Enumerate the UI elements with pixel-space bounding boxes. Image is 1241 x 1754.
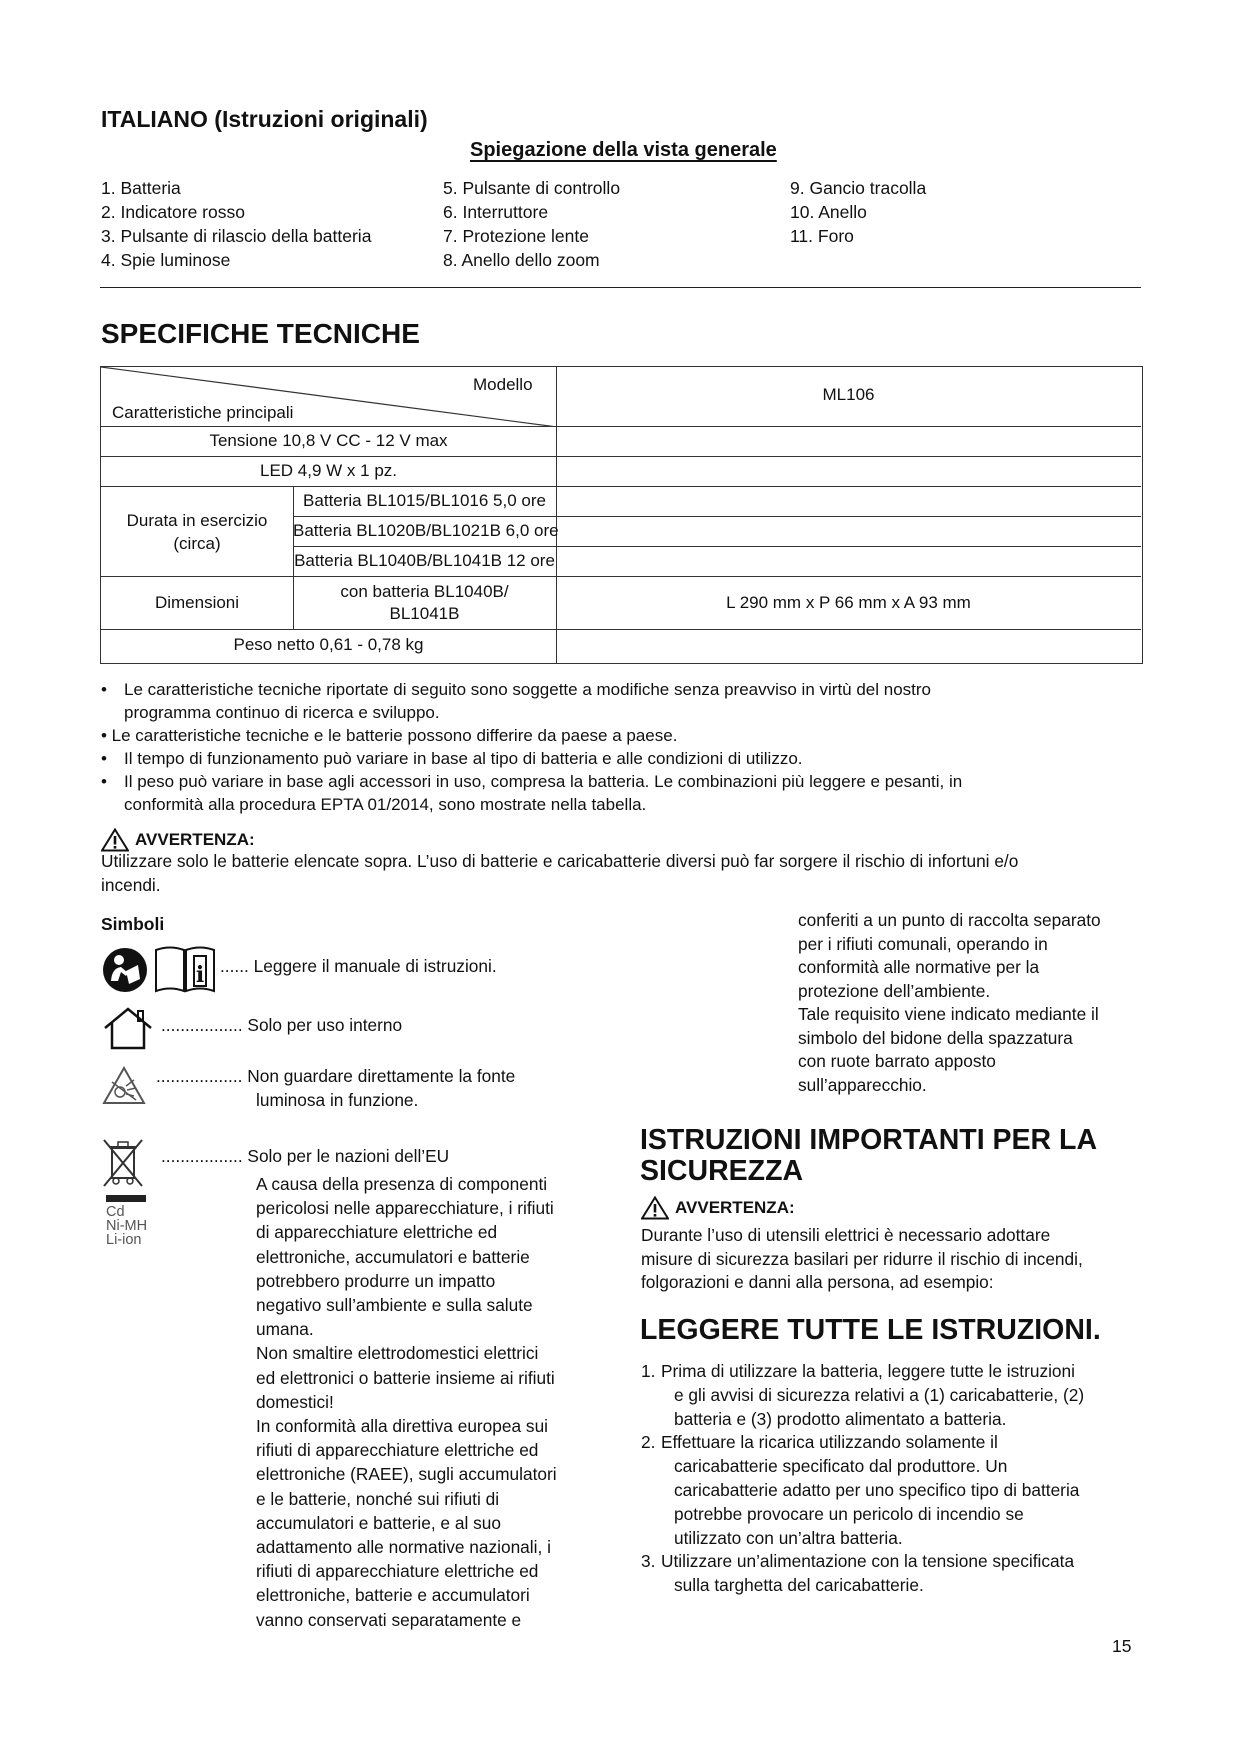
bullet: •: [101, 772, 107, 791]
safety-title-line: SICUREZZA: [640, 1155, 804, 1187]
weee-line: simbolo del bidone della spazzatura: [798, 1027, 1073, 1048]
instruction-number: 3.: [641, 1551, 656, 1572]
weee-line: di apparecchiature elettriche ed: [256, 1222, 498, 1243]
warning-line: misure di sicurezza basilari per ridurre il rischio di incendi,: [641, 1248, 1083, 1269]
note-item: [101, 747, 1141, 770]
warning-text: [101, 849, 1141, 897]
bullet: •: [101, 680, 107, 699]
read-instructions-title: LEGGERE TUTTE LE ISTRUZIONI.: [640, 1314, 1101, 1346]
warning-line: incendi.: [101, 875, 161, 895]
manual-book-icon: [154, 944, 216, 994]
weee-line: A causa della presenza di componenti: [256, 1174, 548, 1194]
instruction-item: [641, 1431, 1146, 1550]
runtime-label: [101, 509, 293, 555]
weee-line: conferiti a un punto di raccolta separato: [798, 910, 1101, 930]
warning-heading: [641, 1196, 795, 1220]
warning-line: Utilizzare solo le batterie elencate sopra. L’uso di batterie e caricabatterie diversi può far sorgere il rischio di infortuni e/o: [101, 851, 1019, 871]
weee-line: con ruote barrato apposto: [798, 1051, 996, 1071]
overview-item: 11. Foro: [790, 226, 854, 246]
overview-item: 6. Interruttore: [443, 202, 549, 222]
row-divider: [101, 576, 1141, 577]
chem-label: Ni-MH: [106, 1218, 148, 1234]
overview-item: 9. Gancio tracolla: [790, 178, 927, 198]
dimensions-sub-line: con batteria BL1040B/: [340, 582, 509, 601]
note-item: [101, 770, 1141, 816]
weee-line: elettroniche, batterie e accumulatori: [256, 1585, 530, 1606]
instruction-item: [641, 1360, 1146, 1431]
instruction-item: [641, 1550, 1146, 1598]
model-value: ML106: [822, 385, 875, 404]
note-line: programma continuo di ricerca e sviluppo.: [124, 703, 440, 722]
overview-item: 2. Indicatore rosso: [101, 202, 245, 222]
note-line: Il tempo di funzionamento può variare in base al tipo di batteria e alle condizioni di utilizzo.: [124, 749, 803, 768]
read-manual-icon: [102, 947, 148, 993]
row-divider: [101, 629, 1141, 630]
instruction-line: batteria e (3) prodotto alimentato a batteria.: [674, 1408, 1007, 1429]
weee-line: elettroniche, accumulatori e batterie: [256, 1246, 530, 1267]
overview-column-3: [790, 176, 926, 248]
weee-line: elettroniche (RAEE), sugli accumulatori: [256, 1464, 557, 1485]
warning-line: Durante l’uso di utensili elettrici è necessario adottare: [641, 1225, 1051, 1245]
weee-line: e le batterie, nonché sui rifiuti di: [256, 1488, 500, 1509]
row-divider: [101, 456, 1141, 457]
row-divider: [101, 486, 1141, 487]
specs-title: SPECIFICHE TECNICHE: [101, 318, 420, 349]
instruction-line: utilizzato con un’altra batteria.: [674, 1527, 903, 1548]
indoor-house-icon: [102, 1006, 154, 1050]
runtime-row: Batteria BL1040B/BL1041B 12 ore: [294, 551, 555, 570]
weee-text: [256, 1172, 596, 1632]
safety-warning-text: [641, 1224, 1146, 1295]
dimensions-label: Dimensioni: [154, 593, 240, 612]
instruction-number: 2.: [641, 1432, 656, 1453]
symbol-nolook-text: .................. Non guardare direttamente la fonte: [156, 1066, 516, 1086]
symbol-indoor-text: ................. Solo per uso interno: [161, 1015, 403, 1035]
svg-text:i: i: [195, 962, 205, 988]
symbol-eu-text: ................. Solo per le nazioni dell’EU: [161, 1146, 450, 1166]
page-number: 15: [1112, 1636, 1132, 1656]
row-divider: [293, 516, 1141, 517]
symbol-manual-text: ...... Leggere il manuale di istruzioni.: [220, 956, 497, 976]
weee-line: negativo sull’ambiente e sulla salute: [256, 1295, 533, 1316]
runtime-label-line: (circa): [173, 534, 221, 553]
instruction-list: [641, 1360, 1146, 1598]
overview-item: 4. Spie luminose: [101, 250, 231, 270]
weee-line: accumulatori e batterie, e al suo: [256, 1512, 501, 1533]
weight-cell: Peso netto 0,61 - 0,78 kg: [233, 635, 424, 654]
overview-column-2: [443, 176, 620, 272]
runtime-label-line: Durata in esercizio: [126, 511, 268, 530]
led-cell: LED 4,9 W x 1 pz.: [260, 461, 397, 480]
runtime-row: Batteria BL1020B/BL1021B 6,0 ore: [293, 521, 559, 540]
section-divider: [100, 287, 1141, 288]
header-model: Modello: [473, 375, 533, 394]
safety-title-line: ISTRUZIONI IMPORTANTI PER LA: [640, 1124, 1098, 1156]
weee-line: vanno conservati separatamente e: [256, 1609, 522, 1630]
weee-line: protezione dell’ambiente.: [798, 980, 991, 1001]
battery-chemistry-labels: [106, 1205, 147, 1247]
spec-notes: [101, 678, 1141, 816]
row-divider: [101, 426, 1141, 427]
instruction-line: caricabatterie adatto per uno specifico tipo di batteria: [674, 1479, 1080, 1500]
do-not-look-icon: [102, 1066, 146, 1106]
instruction-line: Utilizzare un’alimentazione con la tensione specificata: [661, 1551, 1075, 1572]
instruction-number: 1.: [641, 1361, 656, 1381]
safety-title: [640, 1125, 1160, 1187]
weee-line: In conformità alla direttiva europea sui: [256, 1416, 549, 1437]
note-line: conformità alla procedura EPTA 01/2014, sono mostrate nella tabella.: [124, 795, 647, 814]
overview-column-1: [101, 176, 371, 272]
instruction-line: potrebbe provocare un pericolo di incendio se: [674, 1503, 1024, 1524]
chem-label: Li-ion: [106, 1232, 142, 1248]
weee-line: domestici!: [256, 1391, 334, 1412]
weee-line: rifiuti di apparecchiature elettriche ed: [256, 1561, 539, 1582]
warning-label: AVVERTENZA:: [135, 830, 255, 849]
instruction-line: Prima di utilizzare la batteria, leggere tutte le istruzioni: [661, 1361, 1075, 1381]
symbol-nolook-text: luminosa in funzione.: [256, 1090, 419, 1110]
overview-title: Spiegazione della vista generale: [470, 139, 777, 161]
weee-line: pericolosi nelle apparecchiature, i rifiuti: [256, 1198, 554, 1219]
note-item: • Le caratteristiche tecniche e le batterie possono differire da paese a paese.: [101, 726, 678, 745]
dimensions-sub-line: BL1041B: [389, 604, 460, 623]
weee-line: ed elettronici o batterie insieme ai rifiuti: [256, 1367, 555, 1388]
note-item: [101, 678, 1141, 724]
row-divider: [293, 546, 1141, 547]
weee-line: per i rifiuti comunali, operando in: [798, 933, 1048, 954]
note-line: Le caratteristiche tecniche riportate di seguito sono soggette a modifiche senza preavviso in virtù del nostro: [124, 680, 932, 699]
instruction-line: e gli avvisi di sicurezza relativi a (1) caricabatterie, (2): [674, 1384, 1085, 1405]
overview-item: 1. Batteria: [101, 178, 181, 198]
language-title: ITALIANO (Istruzioni originali): [101, 106, 428, 132]
instruction-line: sulla targhetta del caricabatterie.: [674, 1575, 924, 1596]
dimensions-value: L 290 mm x P 66 mm x A 93 mm: [726, 593, 971, 612]
overview-item: 7. Protezione lente: [443, 226, 589, 246]
bin-bar-icon: [106, 1195, 146, 1202]
overview-item: 5. Pulsante di controllo: [443, 178, 621, 198]
overview-item: 10. Anello: [790, 202, 867, 222]
weee-line: conformità alle normative per la: [798, 957, 1040, 977]
weee-line: potrebbero produrre un impatto: [256, 1270, 496, 1291]
weee-line: umana.: [256, 1319, 314, 1340]
warning-triangle-icon: [641, 1196, 669, 1220]
runtime-row: Batteria BL1015/BL1016 5,0 ore: [303, 491, 546, 510]
overview-item: 8. Anello dello zoom: [443, 250, 600, 270]
weee-line: rifiuti di apparecchiature elettriche ed: [256, 1440, 539, 1461]
chem-label: Cd: [106, 1204, 125, 1220]
crossed-bin-icon: [102, 1138, 144, 1192]
warning-line: folgorazioni e danni alla persona, ad esempio:: [641, 1272, 994, 1292]
weee-line: Non smaltire elettrodomestici elettrici: [256, 1343, 539, 1364]
instruction-line: caricabatterie specificato dal produttore. Un: [674, 1456, 1008, 1477]
header-features: Caratteristiche principali: [112, 403, 294, 422]
note-line: Il peso può variare in base agli accessori in uso, compresa la batteria. Le combinazioni più leggere e pesanti, in: [124, 772, 963, 791]
symbols-title: Simboli: [101, 914, 165, 934]
spec-table: [100, 366, 1143, 664]
voltage-cell: Tensione 10,8 V CC - 12 V max: [209, 431, 448, 450]
weee-line: adattamento alle normative nazionali, i: [256, 1537, 551, 1558]
overview-item: 3. Pulsante di rilascio della batteria: [101, 226, 372, 246]
col-divider: [556, 367, 557, 663]
weee-line: sull’apparecchio.: [798, 1074, 927, 1095]
bullet: •: [101, 749, 107, 768]
dimensions-sub: [293, 581, 556, 625]
warning-label: AVVERTENZA:: [675, 1198, 795, 1217]
weee-line: Tale requisito viene indicato mediante il: [798, 1004, 1099, 1024]
weee-continued-text: [798, 909, 1143, 1097]
instruction-line: Effettuare la ricarica utilizzando solamente il: [661, 1432, 998, 1453]
